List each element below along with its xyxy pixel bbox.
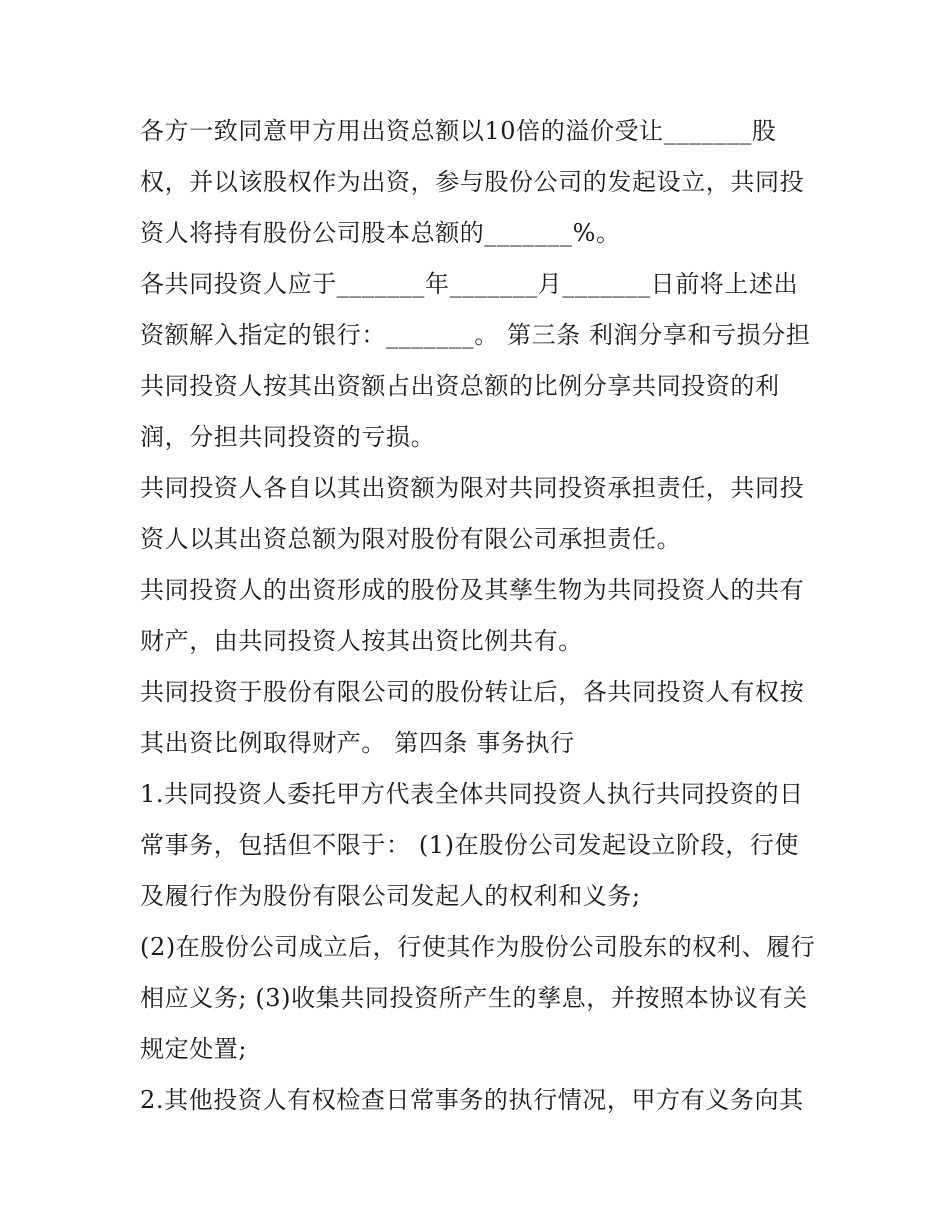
document-body xyxy=(140,106,820,1126)
paragraph-common-property: 共同投资人的出资形成的股份及其孳生物为共同投资人的共有财产，由共同投资人按其出资比例共有。 xyxy=(140,576,805,655)
paragraph-affairs-item-2-3: (2)在股份公司成立后，行使其作为股份公司股东的权利、履行相应义务; (3)收集共同投资所产生的孳息，并按照本协议有关规定处置; xyxy=(140,933,816,1063)
paragraph-affairs-item-1: 1.共同投资人委托甲方代表全体共同投资人执行共同投资的日常事务，包括但不限于： (1)在股份公司发起设立阶段，行使及履行作为股份有限公司发起人的权利和义务; xyxy=(140,780,804,910)
paragraph-share-transfer: 共同投资于股份有限公司的股份转让后，各共同投资人有权按其出资比例取得财产。 第四条 事务执行 xyxy=(140,678,805,757)
paragraph-liability: 共同投资人各自以其出资额为限对共同投资承担责任，共同投资人以其出资总额为限对股份有限公司承担责任。 xyxy=(140,474,805,553)
paragraph-capital-payment: 各共同投资人应于_______年_______月_______日前将上述出资额解入指定的银行：_______。 第三条 利润分享和亏损分担 共同投资人按其出资额占出资总额的比例分享共同投资的利润，分担共同投资的亏损。 xyxy=(140,270,819,451)
paragraph-equity-transfer: 各方一致同意甲方用出资总额以10倍的溢价受让_______股权，并以该股权作为出资，参与股份公司的发起设立，共同投资人将持有股份公司股本总额的_______%。 xyxy=(140,117,805,247)
paragraph-inspection-right: 2.其他投资人有权检查日常事务的执行情况，甲方有义务向其 xyxy=(140,1086,804,1114)
